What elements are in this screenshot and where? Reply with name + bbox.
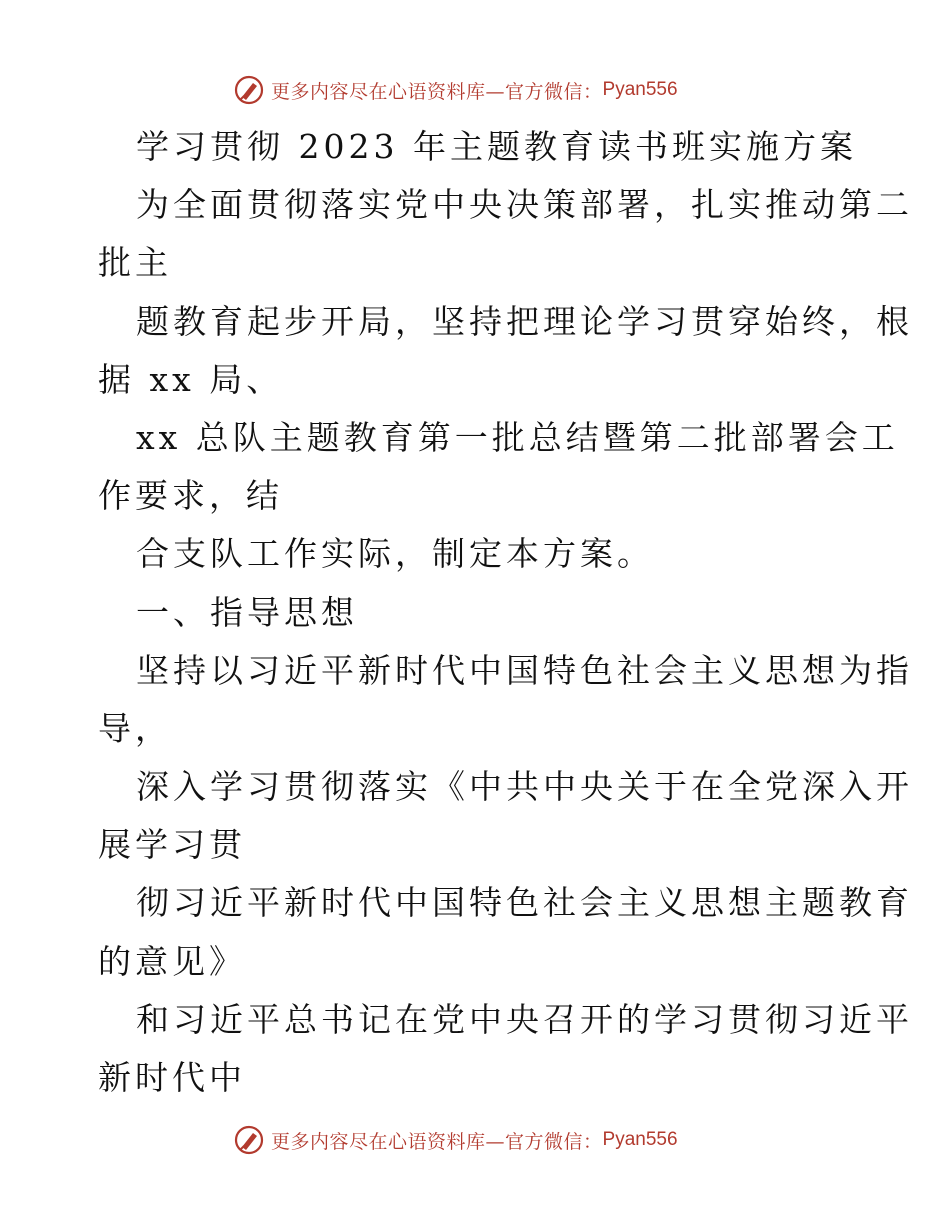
text-line: 新时代中	[98, 1058, 246, 1097]
text-line: 一、指导思想	[136, 592, 358, 632]
watermark-footer	[233, 1122, 678, 1158]
text-line: 深入学习贯彻落实《中共中央关于在全党深入开	[136, 767, 913, 807]
pen-logo-icon	[233, 74, 265, 106]
text-line: 和习近平总书记在党中央召开的学习贯彻习近平	[136, 999, 913, 1039]
text-line: 题教育起步开局，坚持把理论学习贯穿始终，根	[136, 301, 913, 341]
text-line: 彻习近平新时代中国特色社会主义思想主题教育	[136, 883, 913, 923]
text-line: xx 总队主题教育第一批总结暨第二批部署会工	[136, 417, 899, 457]
watermark-text: 更多内容尽在心语资料库—官方微信：	[271, 1130, 603, 1153]
text-line: 展学习贯	[98, 825, 246, 865]
document-body	[98, 118, 913, 1107]
text-line: 导，	[98, 708, 172, 748]
text-line: 合支队工作实际，制定本方案。	[136, 534, 654, 574]
text-line: 坚持以习近平新时代中国特色社会主义思想为指	[136, 650, 913, 690]
text-line: 批主	[98, 243, 172, 283]
text-line: 为全面贯彻落实党中央决策部署，扎实推动第二	[136, 185, 913, 225]
text-line: 的意见》	[98, 941, 246, 981]
watermark-wechat-id: Pyan556	[602, 79, 678, 100]
text-line: 作要求，结	[98, 476, 283, 516]
text-line: 据 xx 局、	[98, 359, 284, 399]
text-line: 学习贯彻 2023 年主题教育读书班实施方案	[136, 127, 857, 166]
watermark-wechat-id: Pyan556	[602, 1129, 678, 1150]
pen-logo-icon	[233, 1124, 265, 1156]
watermark-text: 更多内容尽在心语资料库—官方微信：	[271, 80, 603, 103]
watermark-header	[233, 72, 678, 108]
